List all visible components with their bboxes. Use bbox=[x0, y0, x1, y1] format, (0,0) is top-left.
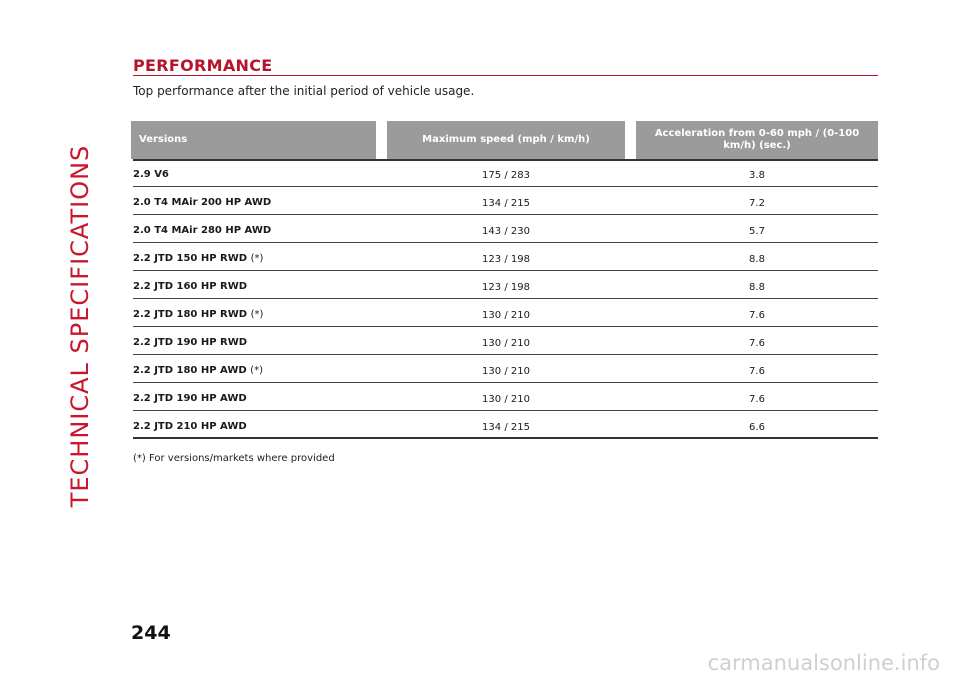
cell-max-speed: 123 / 198 bbox=[482, 282, 530, 293]
header-acceleration: Acceleration from 0-60 mph / (0-100 km/h) (sec.) bbox=[636, 121, 878, 159]
version-note: (*) bbox=[250, 253, 264, 264]
page-number: 244 bbox=[131, 622, 171, 644]
table-row bbox=[133, 299, 878, 327]
table-row bbox=[133, 355, 878, 383]
version-name: 2.2 JTD 190 HP AWD bbox=[133, 393, 247, 404]
version-name: 2.2 JTD 190 HP RWD bbox=[133, 337, 248, 348]
cell-max-speed: 123 / 198 bbox=[482, 254, 530, 265]
version-note: (*) bbox=[250, 309, 264, 320]
cell-max-speed: 130 / 210 bbox=[482, 394, 530, 405]
version-name: 2.2 JTD 180 HP RWD bbox=[133, 309, 248, 320]
cell-version bbox=[133, 337, 247, 348]
intro-text: Top performance after the initial period of vehicle usage. bbox=[133, 84, 475, 98]
footnote: (*) For versions/markets where provided bbox=[133, 453, 335, 464]
version-name: 2.2 JTD 210 HP AWD bbox=[133, 421, 247, 432]
cell-acceleration: 8.8 bbox=[749, 282, 765, 293]
watermark: carmanualsonline.info bbox=[707, 651, 940, 675]
header-max-speed: Maximum speed (mph / km/h) bbox=[387, 121, 625, 159]
cell-acceleration: 7.6 bbox=[749, 338, 765, 349]
cell-max-speed: 130 / 210 bbox=[482, 366, 530, 377]
cell-max-speed: 134 / 215 bbox=[482, 422, 530, 433]
table-row bbox=[133, 411, 878, 439]
version-name: 2.2 JTD 180 HP AWD bbox=[133, 365, 247, 376]
cell-acceleration: 6.6 bbox=[749, 422, 765, 433]
cell-version bbox=[133, 421, 247, 432]
cell-acceleration: 7.6 bbox=[749, 310, 765, 321]
cell-version bbox=[133, 365, 263, 376]
version-name: 2.9 V6 bbox=[133, 169, 169, 180]
cell-max-speed: 134 / 215 bbox=[482, 198, 530, 209]
table-row bbox=[133, 187, 878, 215]
table-header bbox=[0, 121, 960, 159]
cell-max-speed: 175 / 283 bbox=[482, 170, 530, 181]
cell-version bbox=[133, 281, 247, 292]
cell-acceleration: 7.6 bbox=[749, 366, 765, 377]
table-row bbox=[133, 383, 878, 411]
cell-version bbox=[133, 393, 247, 404]
version-note: (*) bbox=[250, 365, 263, 376]
table-row bbox=[133, 271, 878, 299]
table-row bbox=[133, 159, 878, 187]
version-name: 2.2 JTD 150 HP RWD bbox=[133, 253, 248, 264]
cell-acceleration: 7.6 bbox=[749, 394, 765, 405]
cell-version bbox=[133, 197, 271, 208]
cell-version bbox=[133, 309, 263, 320]
cell-acceleration: 3.8 bbox=[749, 170, 765, 181]
cell-version bbox=[133, 253, 263, 264]
table-row bbox=[133, 327, 878, 355]
version-name: 2.0 T4 MAir 280 HP AWD bbox=[133, 225, 272, 236]
version-name: 2.2 JTD 160 HP RWD bbox=[133, 281, 248, 292]
cell-max-speed: 143 / 230 bbox=[482, 226, 530, 237]
performance-table-body bbox=[133, 159, 878, 439]
table-row bbox=[133, 215, 878, 243]
title-divider bbox=[133, 75, 878, 76]
cell-version bbox=[133, 225, 271, 236]
cell-acceleration: 8.8 bbox=[749, 254, 765, 265]
header-versions: Versions bbox=[131, 121, 376, 159]
cell-max-speed: 130 / 210 bbox=[482, 310, 530, 321]
side-section-title-text: TECHNICAL SPECIFICATIONS bbox=[66, 144, 94, 508]
cell-version bbox=[133, 169, 169, 180]
section-title: PERFORMANCE bbox=[133, 56, 273, 75]
table-row bbox=[133, 243, 878, 271]
cell-acceleration: 7.2 bbox=[749, 198, 765, 209]
cell-acceleration: 5.7 bbox=[749, 226, 765, 237]
version-name: 2.0 T4 MAir 200 HP AWD bbox=[133, 197, 272, 208]
cell-max-speed: 130 / 210 bbox=[482, 338, 530, 349]
